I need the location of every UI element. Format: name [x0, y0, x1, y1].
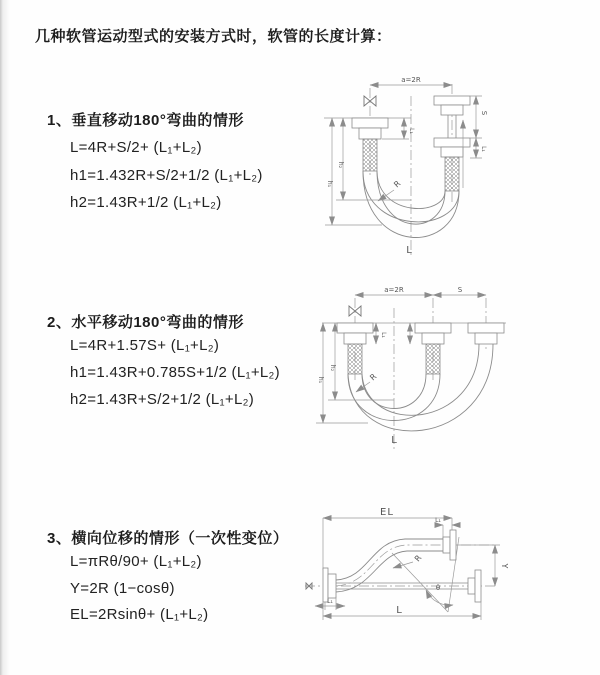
d2-dim-label-a2r: a=2R: [384, 286, 404, 294]
section1-formula-h2: h2=1.43R+1/2 (L₁+L₂): [70, 194, 222, 211]
d3-length-label: L: [396, 605, 402, 616]
diagram-lateral-displacement: [295, 498, 600, 663]
d3-radius-label: R: [412, 553, 424, 564]
diagram-horizontal-180: [310, 280, 600, 460]
d1-radius-label: R: [392, 178, 403, 190]
d3-dim-label-el: EL: [380, 507, 394, 518]
d1-dim-label-h1: h₁: [326, 180, 333, 188]
section2-heading: 2、水平移动180°弯曲的情形: [47, 314, 244, 331]
d3-angle-label: θ: [435, 584, 441, 592]
d2-length-label: L: [391, 435, 397, 446]
d1-dim-label-l1-left: L₁: [408, 128, 415, 134]
d2-right-flange: [468, 323, 504, 344]
d2-radius-label: R: [368, 371, 379, 383]
d2-left-flange: [337, 323, 373, 374]
d1-left-flange: [352, 118, 388, 171]
d2-dim-label-s: S: [457, 286, 463, 294]
d3-dim-label-l1-bottom: L₁: [327, 598, 333, 605]
d1-dim-label-h2: h₂: [337, 161, 344, 169]
section3-formula-EL: EL=2Rsinθ+ (L₁+L₂): [70, 606, 209, 623]
d1-centerlines: [370, 84, 452, 258]
section3-formula-Y: Y=2R (1−cosθ): [70, 580, 175, 597]
d1-dim-label-s: S: [480, 110, 488, 116]
d2-hose-bend: [348, 344, 493, 431]
section3-heading: 3、横向位移的情形（一次性变位）: [47, 530, 289, 547]
d2-middle-flange: [415, 323, 451, 374]
d2-dim-label-h1: h₁: [317, 376, 324, 384]
d1-right-flange: [434, 96, 470, 191]
d2-dim-label-l1: L₁: [380, 332, 387, 338]
section1-heading: 1、垂直移动180°弯曲的情形: [47, 112, 244, 129]
section2-formula-h2: h2=1.43R+S/2+1/2 (L₁+L₂): [70, 391, 255, 408]
section3-formula-L: L=πRθ/90+ (L₁+L₂): [70, 553, 202, 570]
d1-length-label: L: [406, 245, 412, 256]
scan-edge-shadow: [0, 0, 10, 675]
diagram-vertical-180: [310, 70, 590, 270]
section1-formula-L: L=4R+S/2+ (L₁+L₂): [70, 139, 202, 156]
d3-left-flange: [323, 568, 336, 602]
d1-dim-label-a2r: a=2R: [401, 76, 421, 84]
section2-formula-h1: h1=1.43R+0.785S+1/2 (L₁+L₂): [70, 364, 280, 381]
d2-dim-label-h2: h₂: [329, 364, 336, 372]
d3-dim-label-l1-top: L₁: [435, 517, 441, 524]
d3-dim-label-y: Y: [500, 563, 509, 569]
section2-formula-L: L=4R+1.57S+ (L₁+L₂): [70, 337, 220, 354]
d1-dim-label-l1-right: L₁: [480, 146, 487, 152]
section1-formula-h1: h1=1.432R+S/2+1/2 (L₁+L₂): [70, 167, 263, 184]
page-title: 几种软管运动型式的安装方式时，软管的长度计算：: [35, 28, 392, 45]
